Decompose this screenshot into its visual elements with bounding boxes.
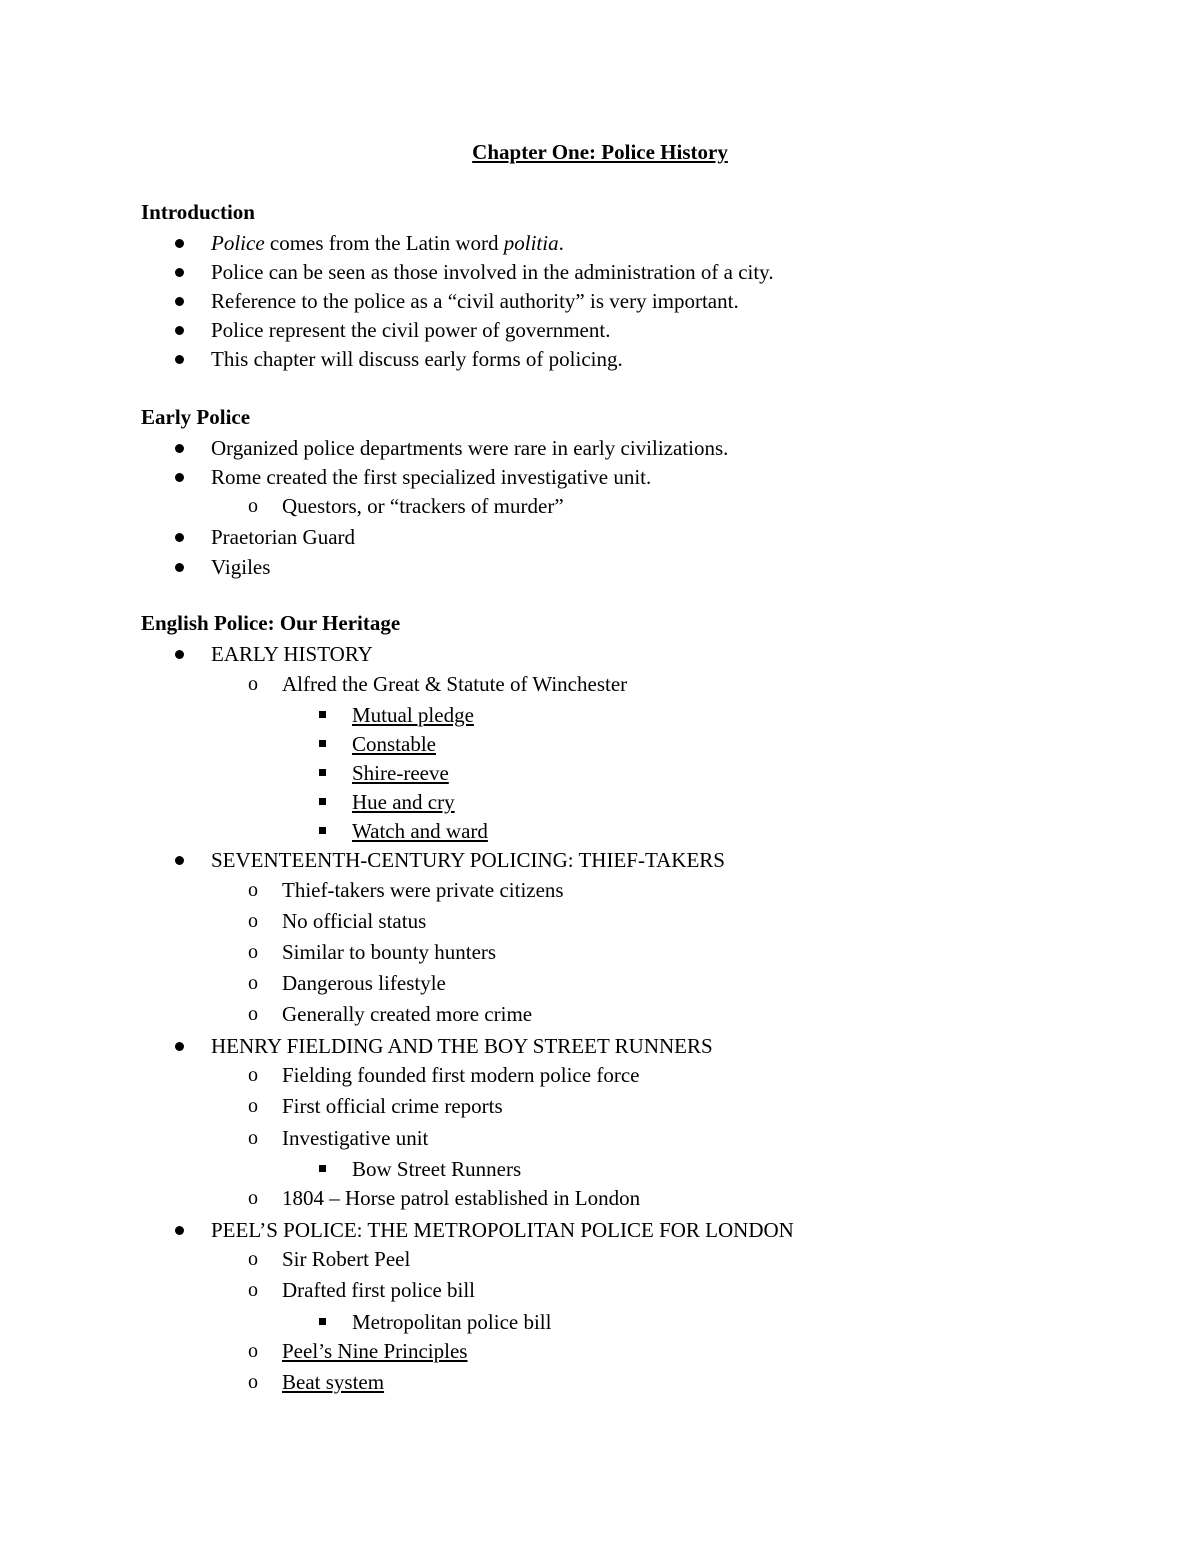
page-title: Chapter One: Police History [472, 140, 728, 164]
bullet-icon [175, 639, 184, 659]
list-item: o Sir Robert Peel [282, 1244, 410, 1274]
list-item: Constable [352, 729, 436, 759]
circle-bullet-icon: o [248, 941, 258, 963]
bullet-icon [175, 1031, 184, 1051]
circle-bullet-icon: o [248, 1340, 258, 1362]
section-heading-early-police: Early Police [141, 405, 251, 429]
square-bullet-icon [319, 787, 326, 805]
list-item: This chapter will discuss early forms of policing. [211, 344, 623, 374]
circle-bullet-icon: o [248, 1095, 258, 1117]
list-item: Vigiles [211, 552, 270, 582]
circle-bullet-icon: o [248, 1187, 258, 1209]
circle-bullet-icon: o [248, 1279, 258, 1301]
bullet-icon [175, 228, 184, 248]
list-item: o 1804 – Horse patrol established in London [282, 1183, 640, 1213]
bullet-icon [175, 433, 184, 453]
bullet-icon [175, 286, 184, 306]
bullet-icon [175, 1215, 184, 1235]
list-item: o No official status [282, 906, 426, 936]
list-item: o Similar to bounty hunters [282, 937, 496, 967]
list-item: Rome created the first specialized investigative unit. [211, 462, 651, 492]
bullet-icon [175, 552, 184, 572]
list-item: o Investigative unit [282, 1123, 428, 1153]
circle-bullet-icon: o [248, 972, 258, 994]
list-item: Bow Street Runners [352, 1154, 521, 1184]
circle-bullet-icon: o [248, 910, 258, 932]
section-heading-english-police: English Police: Our Heritage [141, 611, 401, 635]
list-item: Police represent the civil power of government. [211, 315, 610, 345]
list-item: EARLY HISTORY [211, 639, 373, 669]
list-item: o Generally created more crime [282, 999, 532, 1029]
bullet-icon [175, 344, 184, 364]
circle-bullet-icon: o [248, 495, 258, 517]
list-item: PEEL’S POLICE: THE METROPOLITAN POLICE FOR LONDON [211, 1215, 794, 1245]
list-item: Watch and ward [352, 816, 488, 846]
square-bullet-icon [319, 1154, 326, 1172]
list-item: Metropolitan police bill [352, 1307, 551, 1337]
list-item: Reference to the police as a “civil authority” is very important. [211, 286, 739, 316]
list-item: Police comes from the Latin word politia. [211, 228, 564, 258]
list-item: o Drafted first police bill [282, 1275, 475, 1305]
list-item: SEVENTEENTH-CENTURY POLICING: THIEF-TAKERS [211, 845, 725, 875]
list-item: Mutual pledge [352, 700, 474, 730]
list-item: o Beat system [282, 1367, 384, 1397]
circle-bullet-icon: o [248, 673, 258, 695]
bullet-icon [175, 462, 184, 482]
circle-bullet-icon: o [248, 1371, 258, 1393]
list-item: Police can be seen as those involved in the administration of a city. [211, 257, 774, 287]
list-item: Praetorian Guard [211, 522, 355, 552]
bullet-icon [175, 522, 184, 542]
bullet-icon [175, 845, 184, 865]
circle-bullet-icon: o [248, 1064, 258, 1086]
square-bullet-icon [319, 1307, 326, 1325]
square-bullet-icon [319, 758, 326, 776]
bullet-icon [175, 257, 184, 277]
square-bullet-icon [319, 729, 326, 747]
list-item: o Questors, or “trackers of murder” [282, 491, 564, 521]
list-item: HENRY FIELDING AND THE BOY STREET RUNNERS [211, 1031, 713, 1061]
circle-bullet-icon: o [248, 1003, 258, 1025]
circle-bullet-icon: o [248, 879, 258, 901]
list-item: Shire-reeve [352, 758, 449, 788]
circle-bullet-icon: o [248, 1127, 258, 1149]
circle-bullet-icon: o [248, 1248, 258, 1270]
list-item: Hue and cry [352, 787, 455, 817]
list-item: o Thief-takers were private citizens [282, 875, 564, 905]
section-heading-introduction: Introduction [141, 200, 255, 224]
list-item: o Fielding founded first modern police force [282, 1060, 639, 1090]
list-item: o Dangerous lifestyle [282, 968, 446, 998]
bullet-icon [175, 315, 184, 335]
list-item: o Alfred the Great & Statute of Winchester [282, 669, 627, 699]
list-item: o Peel’s Nine Principles [282, 1336, 467, 1366]
list-item: o First official crime reports [282, 1091, 503, 1121]
square-bullet-icon [319, 816, 326, 834]
list-item: Organized police departments were rare in early civilizations. [211, 433, 728, 463]
square-bullet-icon [319, 700, 326, 718]
